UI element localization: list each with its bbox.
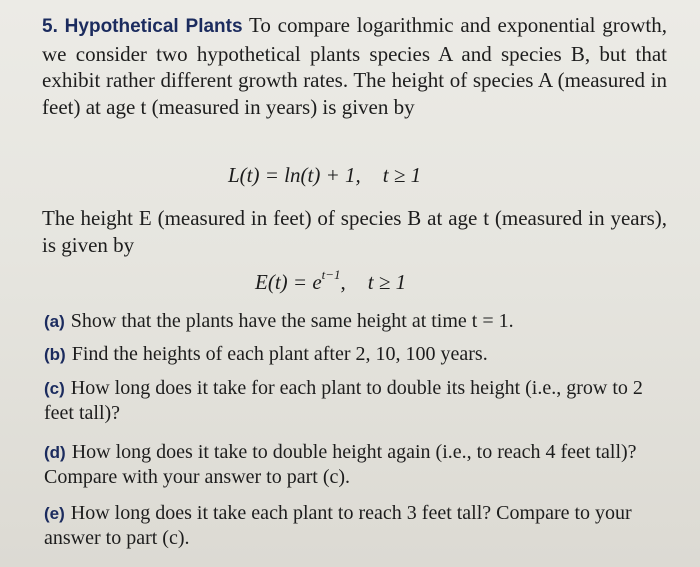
problem-number: 5. <box>42 16 58 37</box>
part-e-label: (e) <box>44 504 65 523</box>
part-c-text: How long does it take for each plant to double its height (i.e., grow to 2 feet tall)? <box>44 377 643 424</box>
species-b-paragraph: The height E (measured in feet) of species B at age t (measured in years), is given by <box>42 206 667 257</box>
equation-E-comma: , <box>340 270 346 294</box>
equation-L-lhs: L(t) = ln(t) + 1, <box>228 163 361 187</box>
part-a-text: Show that the plants have the same height at time t = 1. <box>70 310 514 332</box>
problem-intro-text: To compare logarithmic and exponential growth, we consider two hypothetical plants species A and species B, but that exhibit rather different growth rates. The height of species A (measured in feet) at age t (measured in years) is given by <box>42 13 667 119</box>
part-b-text: Find the heights of each plant after 2, 10, 100 years. <box>71 343 488 365</box>
part-b-label: (b) <box>44 345 66 364</box>
equation-E <box>255 269 406 295</box>
part-a <box>44 309 664 334</box>
part-e-text: How long does it take each plant to reach 3 feet tall? Compare to your answer to part (c). <box>44 502 632 549</box>
part-d-text: How long does it take to double height again (i.e., to reach 4 feet tall)? Compare with your answer to part (c). <box>44 441 637 488</box>
part-c <box>44 376 664 426</box>
part-e <box>44 501 664 551</box>
problem-title: Hypothetical Plants <box>64 16 243 37</box>
part-a-label: (a) <box>44 312 65 331</box>
part-c-label: (c) <box>44 379 65 398</box>
equation-L-condition: t ≥ 1 <box>382 163 422 187</box>
equation-E-lhs: E(t) = e <box>255 270 322 294</box>
part-d-label: (d) <box>44 443 66 462</box>
equation-E-condition: t ≥ 1 <box>367 270 407 294</box>
part-d <box>44 440 664 490</box>
part-b <box>44 342 664 367</box>
problem-intro-paragraph <box>42 12 667 120</box>
equation-L <box>228 162 421 188</box>
equation-E-exponent: t−1 <box>321 267 341 282</box>
